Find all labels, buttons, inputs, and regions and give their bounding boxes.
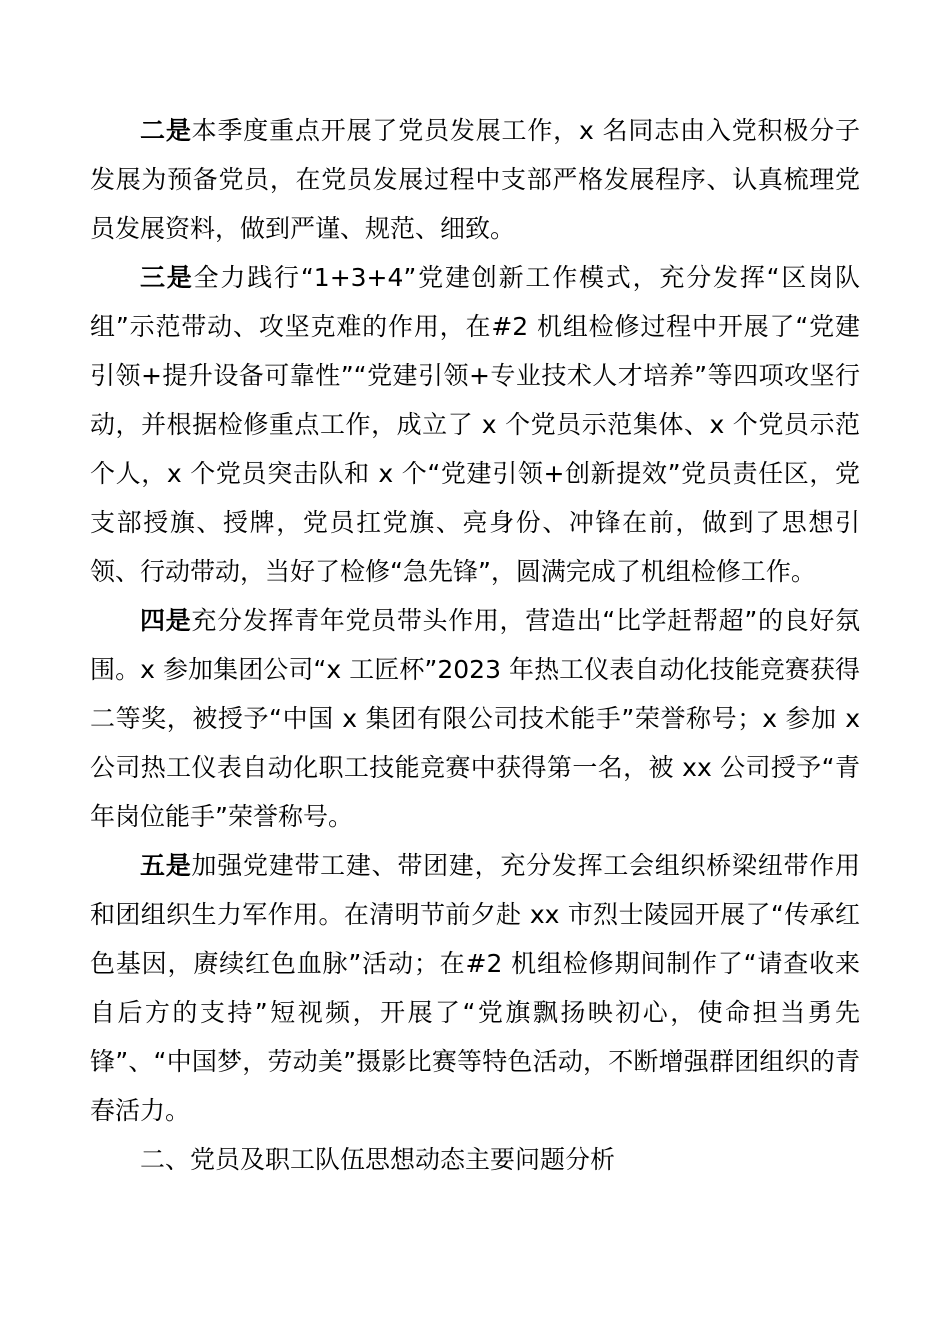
document-body [90,106,860,1184]
paragraph-five [90,841,860,1135]
paragraph-text: 加强党建带工建、带团建，充分发挥工会组织桥梁纽带作用和团组织生力军作用。在清明节前夕赴 xx 市烈士陵园开展了“传承红色基因，赓续红色血脉”活动；在#2 机组检修期间制作了“请查收来自后方的支持”短视频，开展了“党旗飘扬映初心，使命担当勇先锋”、“中国梦，劳动美”摄影比赛等特色活动，不断增强群团组织的青春活力。 [90,851,860,1125]
paragraph-text: 本季度重点开展了党员发展工作，x 名同志由入党积极分子发展为预备党员，在党员发展过程中支部严格发展程序、认真梳理党员发展资料，做到严谨、规范、细致。 [90,116,860,243]
paragraph-three [90,253,860,596]
section-heading: 二、党员及职工队伍思想动态主要问题分析 [140,1145,616,1174]
paragraph-two [90,106,860,253]
paragraph-lead: 二是 [140,116,192,145]
paragraph-lead: 四是 [140,606,192,635]
paragraph-four [90,596,860,841]
paragraph-text: 充分发挥青年党员带头作用，营造出“比学赶帮超”的良好氛围。x 参加集团公司“x 工匠杯”2023 年热工仪表自动化技能竞赛获得二等奖，被授予“中国 x 集团有限公司技术能手”荣誉称号；x 参加 x 公司热工仪表自动化职工技能竞赛中获得第一名，被 xx 公司授予“青年岗位能手”荣誉称号。 [90,606,860,831]
paragraph-lead: 五是 [140,851,192,880]
paragraph-lead: 三是 [140,263,194,292]
paragraph-text: 全力践行“1+3+4”党建创新工作模式，充分发挥“区岗队组”示范带动、攻坚克难的作用，在#2 机组检修过程中开展了“党建引领+提升设备可靠性”“党建引领+专业技术人才培养”等四项攻坚行动，并根据检修重点工作，成立了 x 个党员示范集体、x 个党员示范个人，x 个党员突击队和 x 个“党建引领+创新提效”党员责任区，党支部授旗、授牌，党员扛党旗、亮身份、冲锋在前，做到了思想引领、行动带动，当好了检修“急先锋”，圆满完成了机组检修工作。 [90,263,860,586]
